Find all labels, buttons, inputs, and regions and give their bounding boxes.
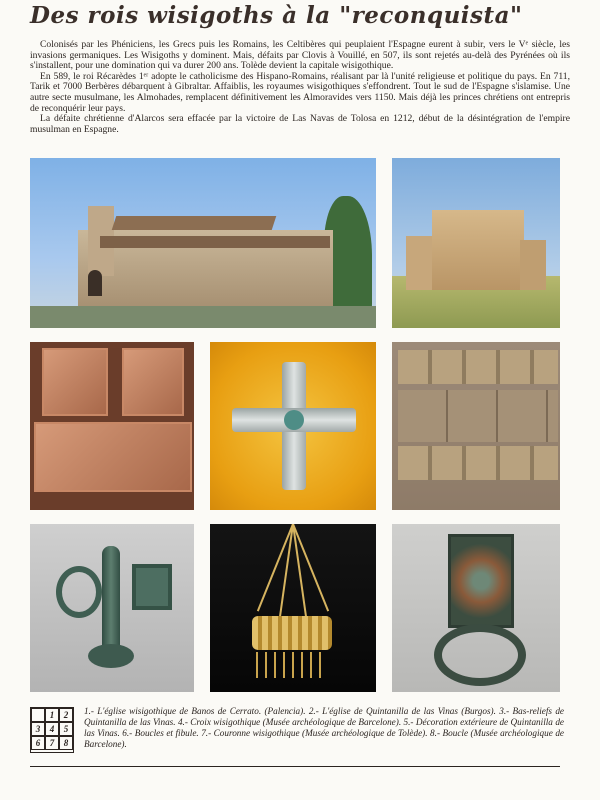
grid-cell-1: 1: [45, 708, 59, 722]
grid-cell-3: 3: [31, 722, 45, 736]
page-title: Des rois wisigoths à la "reconquista": [30, 2, 523, 29]
grid-cell-8: 8: [59, 736, 73, 750]
legend-number-grid: [30, 707, 74, 753]
grid-cell-4: 4: [45, 722, 59, 736]
photo-visigothic-crown: [210, 524, 376, 692]
photo-visigothic-cross: [210, 342, 376, 510]
legend-caption: 1.- L'église wisigothique de Banos de Cerrato. (Palencia). 2.- L'église de Quintanilla de las Vinas (Burgos). 3.- Bas-reliefs de Quintanilla de las Vinas. 4.- Croix wisigothique (Musée archéologique de Barcelone). 5.- Décoration extérieure de Quintanilla de las Vinas. 6.- Boucles et fibule. 7.- Couronne wisigothique (Musée archéologique de Tolède). 8.- Boucle (Musée archéologique de Barcelone).: [84, 706, 564, 749]
grid-cell-7: 7: [45, 736, 59, 750]
photo-buckle: [392, 524, 560, 692]
footer-rule: [30, 766, 560, 767]
grid-cell-2: 2: [59, 708, 73, 722]
photo-bas-reliefs: [30, 342, 194, 510]
intro-paragraph-3: La défaite chrétienne d'Alarcos sera effacée par la victoire de Las Navas de Tolosa en 1212, début de la désintégration de l'empire musulman en Espagne.: [30, 113, 570, 135]
photo-buckles-and-fibula: [30, 524, 194, 692]
photo-church-banos-de-cerrato: [30, 158, 376, 328]
grid-cell-empty: [31, 708, 45, 722]
photo-exterior-decoration: [392, 342, 560, 510]
intro-paragraph-2: En 589, le roi Récarèdes 1ᵉʳ adopte le catholicisme des Hispano-Romains, réalisant par là l'unité religieuse et politique du pays. En 711, Tarik et 7000 Berbères débarquent à Gibraltar. Affaiblis, les royaumes wisigothiques s'effondrent. Tout le sud de l'Espagne s'islamise. Une autre secte musulmane, les Almohades, remplacent définitivement les Almoravides vers 1150. Mais déjà les princes chrétiens ont entrepris de reconquérir leur pays.: [30, 70, 570, 114]
grid-cell-6: 6: [31, 736, 45, 750]
photo-church-quintanilla: [392, 158, 560, 328]
grid-cell-5: 5: [59, 722, 73, 736]
intro-text: [30, 40, 570, 156]
intro-paragraph-1: Colonisés par les Phéniciens, les Grecs puis les Romains, les Celtibères qui peuplaient l'Espagne eurent à subir, vers le Vᵉ siècle, les invasions germaniques. Les Wisigoths y dominent. Mais, défaits par Clovis à Vouillé, en 507, ils sont rejetés au-delà des Pyrénées où ils s'installent, pour une domination qui va durer 200 ans. Tolède devient la capitale wisigothique.: [30, 40, 570, 72]
